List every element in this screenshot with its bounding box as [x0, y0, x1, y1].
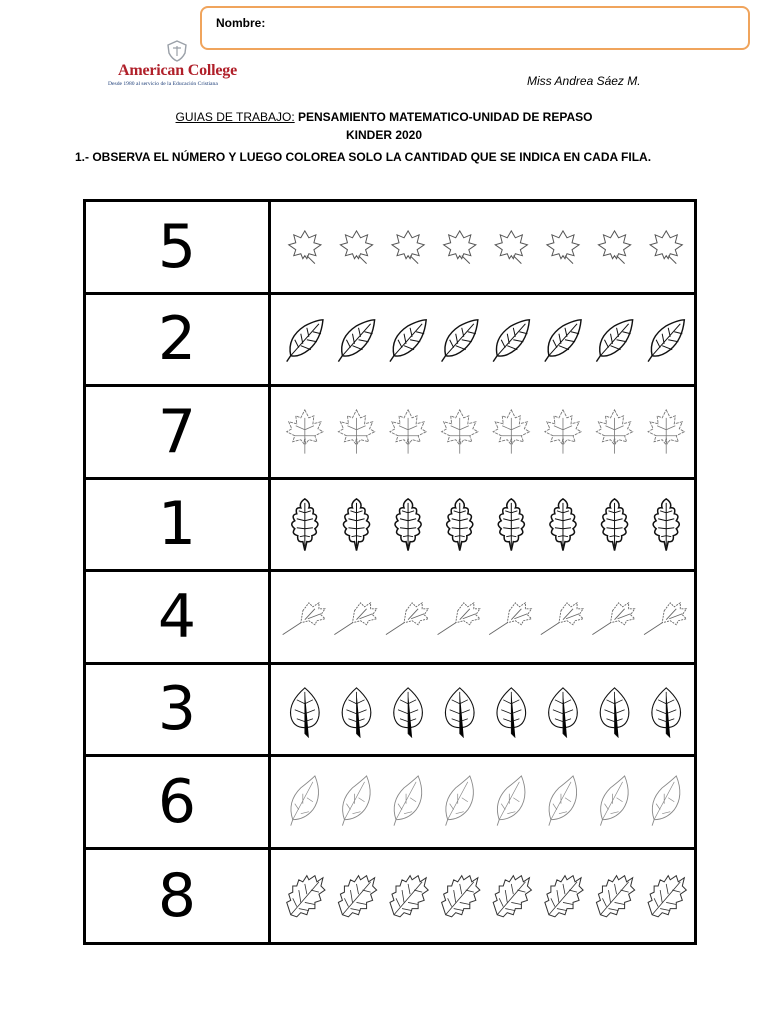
maple-leaf-outline-icon[interactable]	[289, 231, 321, 264]
light-leaf-icon[interactable]	[549, 776, 577, 826]
oak-leaf-icon[interactable]	[343, 498, 369, 550]
row-number: 6	[157, 766, 197, 837]
number-cell	[86, 665, 271, 755]
leaf-cell	[271, 387, 694, 477]
maple-leaf-sketch-icon[interactable]	[390, 410, 426, 454]
maple-leaf-outline-icon[interactable]	[495, 231, 527, 264]
round-leaf-icon[interactable]	[600, 687, 629, 737]
oak-leaf-icon[interactable]	[395, 498, 421, 550]
serrated-leaf-icon[interactable]	[545, 875, 583, 916]
worksheet-title	[0, 110, 768, 124]
table-row	[86, 480, 694, 573]
oak-leaf-icon[interactable]	[601, 498, 627, 550]
maple-leaf-sketch-icon[interactable]	[648, 410, 684, 454]
maple-leaf-stem-icon[interactable]	[644, 603, 686, 635]
maple-leaf-stem-icon[interactable]	[541, 603, 583, 635]
round-leaf-icon[interactable]	[549, 687, 578, 737]
maple-leaf-sketch-icon[interactable]	[442, 410, 478, 454]
table-row	[86, 202, 694, 295]
maple-leaf-outline-icon[interactable]	[392, 231, 424, 264]
round-leaf-icon[interactable]	[652, 687, 681, 737]
number-cell	[86, 295, 271, 385]
table-row	[86, 665, 694, 758]
leaf-cell	[271, 295, 694, 385]
maple-leaf-outline-icon[interactable]	[444, 231, 476, 264]
veined-leaf-icon[interactable]	[338, 319, 374, 361]
light-leaf-icon[interactable]	[394, 776, 422, 826]
maple-leaf-stem-icon[interactable]	[283, 603, 325, 635]
title-rest: PENSAMIENTO MATEMATICO-UNIDAD DE REPASO	[294, 110, 593, 124]
veined-leaf-icon[interactable]	[287, 319, 323, 361]
maple-leaf-outline-icon[interactable]	[547, 231, 579, 264]
serrated-leaf-icon[interactable]	[648, 875, 686, 916]
veined-leaf-icon[interactable]	[596, 319, 632, 361]
maple-leaf-stem-icon[interactable]	[489, 603, 531, 635]
grade-label: KINDER 2020	[345, 128, 423, 142]
oak-leaf-icon[interactable]	[550, 498, 576, 550]
table-row	[86, 295, 694, 388]
oak-leaf-icon[interactable]	[292, 498, 318, 550]
table-row	[86, 757, 694, 850]
light-leaf-icon[interactable]	[446, 776, 474, 826]
instruction-text: 1.- OBSERVA EL NÚMERO Y LUEGO COLOREA SOLO LA CANTIDAD QUE SE INDICA EN CADA FILA.	[75, 150, 652, 164]
leaf-cell	[271, 665, 694, 755]
number-cell	[86, 480, 271, 570]
light-leaf-icon[interactable]	[497, 776, 525, 826]
veined-leaf-icon[interactable]	[493, 319, 529, 361]
row-number: 1	[157, 489, 197, 560]
maple-leaf-stem-icon[interactable]	[386, 603, 428, 635]
number-cell	[86, 572, 271, 662]
school-tagline: Desde 1980 al servicio de la Educación Cristiana	[108, 81, 218, 87]
maple-leaf-sketch-icon[interactable]	[545, 410, 581, 454]
row-number: 3	[157, 674, 197, 745]
row-number: 4	[157, 581, 197, 652]
oak-leaf-icon[interactable]	[498, 498, 524, 550]
teacher-name: Miss Andrea Sáez M.	[527, 74, 641, 88]
leaf-cell	[271, 572, 694, 662]
table-row	[86, 850, 694, 943]
leaf-cell	[271, 480, 694, 570]
light-leaf-icon[interactable]	[600, 776, 628, 826]
leaf-cell	[271, 850, 694, 943]
round-leaf-icon[interactable]	[394, 687, 423, 737]
table-row	[86, 572, 694, 665]
maple-leaf-outline-icon[interactable]	[340, 231, 372, 264]
maple-leaf-outline-icon[interactable]	[650, 231, 682, 264]
maple-leaf-outline-icon[interactable]	[598, 231, 630, 264]
number-cell	[86, 387, 271, 477]
school-name: American College	[118, 62, 237, 79]
number-cell	[86, 202, 271, 292]
number-cell	[86, 850, 271, 943]
shield-icon	[166, 40, 188, 62]
veined-leaf-icon[interactable]	[442, 319, 478, 361]
name-label: Nombre:	[216, 16, 266, 30]
round-leaf-icon[interactable]	[445, 687, 474, 737]
round-leaf-icon[interactable]	[497, 687, 526, 737]
serrated-leaf-icon[interactable]	[493, 875, 531, 916]
row-number: 7	[157, 396, 197, 467]
serrated-leaf-icon[interactable]	[442, 875, 480, 916]
title-underlined: GUIAS DE TRABAJO:	[175, 110, 295, 124]
maple-leaf-stem-icon[interactable]	[592, 603, 634, 635]
maple-leaf-stem-icon[interactable]	[334, 603, 376, 635]
light-leaf-icon[interactable]	[291, 776, 319, 826]
veined-leaf-icon[interactable]	[648, 319, 684, 361]
school-logo	[108, 40, 248, 88]
serrated-leaf-icon[interactable]	[596, 875, 634, 916]
round-leaf-icon[interactable]	[342, 687, 371, 737]
maple-leaf-sketch-icon[interactable]	[493, 410, 529, 454]
row-number: 2	[157, 304, 197, 375]
leaf-cell	[271, 757, 694, 847]
leaf-cell	[271, 202, 694, 292]
oak-leaf-icon[interactable]	[447, 498, 473, 550]
serrated-leaf-icon[interactable]	[287, 875, 325, 916]
row-number: 8	[157, 860, 197, 931]
maple-leaf-sketch-icon[interactable]	[596, 410, 632, 454]
maple-leaf-sketch-icon[interactable]	[287, 410, 323, 454]
round-leaf-icon[interactable]	[291, 687, 320, 737]
row-number: 5	[157, 211, 197, 282]
maple-leaf-stem-icon[interactable]	[438, 603, 480, 635]
oak-leaf-icon[interactable]	[653, 498, 679, 550]
name-field[interactable]	[200, 6, 750, 50]
serrated-leaf-icon[interactable]	[390, 875, 428, 916]
exercise-table	[83, 199, 697, 945]
serrated-leaf-icon[interactable]	[338, 875, 376, 916]
veined-leaf-icon[interactable]	[390, 319, 426, 361]
table-row	[86, 387, 694, 480]
number-cell	[86, 757, 271, 847]
veined-leaf-icon[interactable]	[545, 319, 581, 361]
light-leaf-icon[interactable]	[342, 776, 370, 826]
light-leaf-icon[interactable]	[652, 776, 680, 826]
maple-leaf-sketch-icon[interactable]	[338, 410, 374, 454]
